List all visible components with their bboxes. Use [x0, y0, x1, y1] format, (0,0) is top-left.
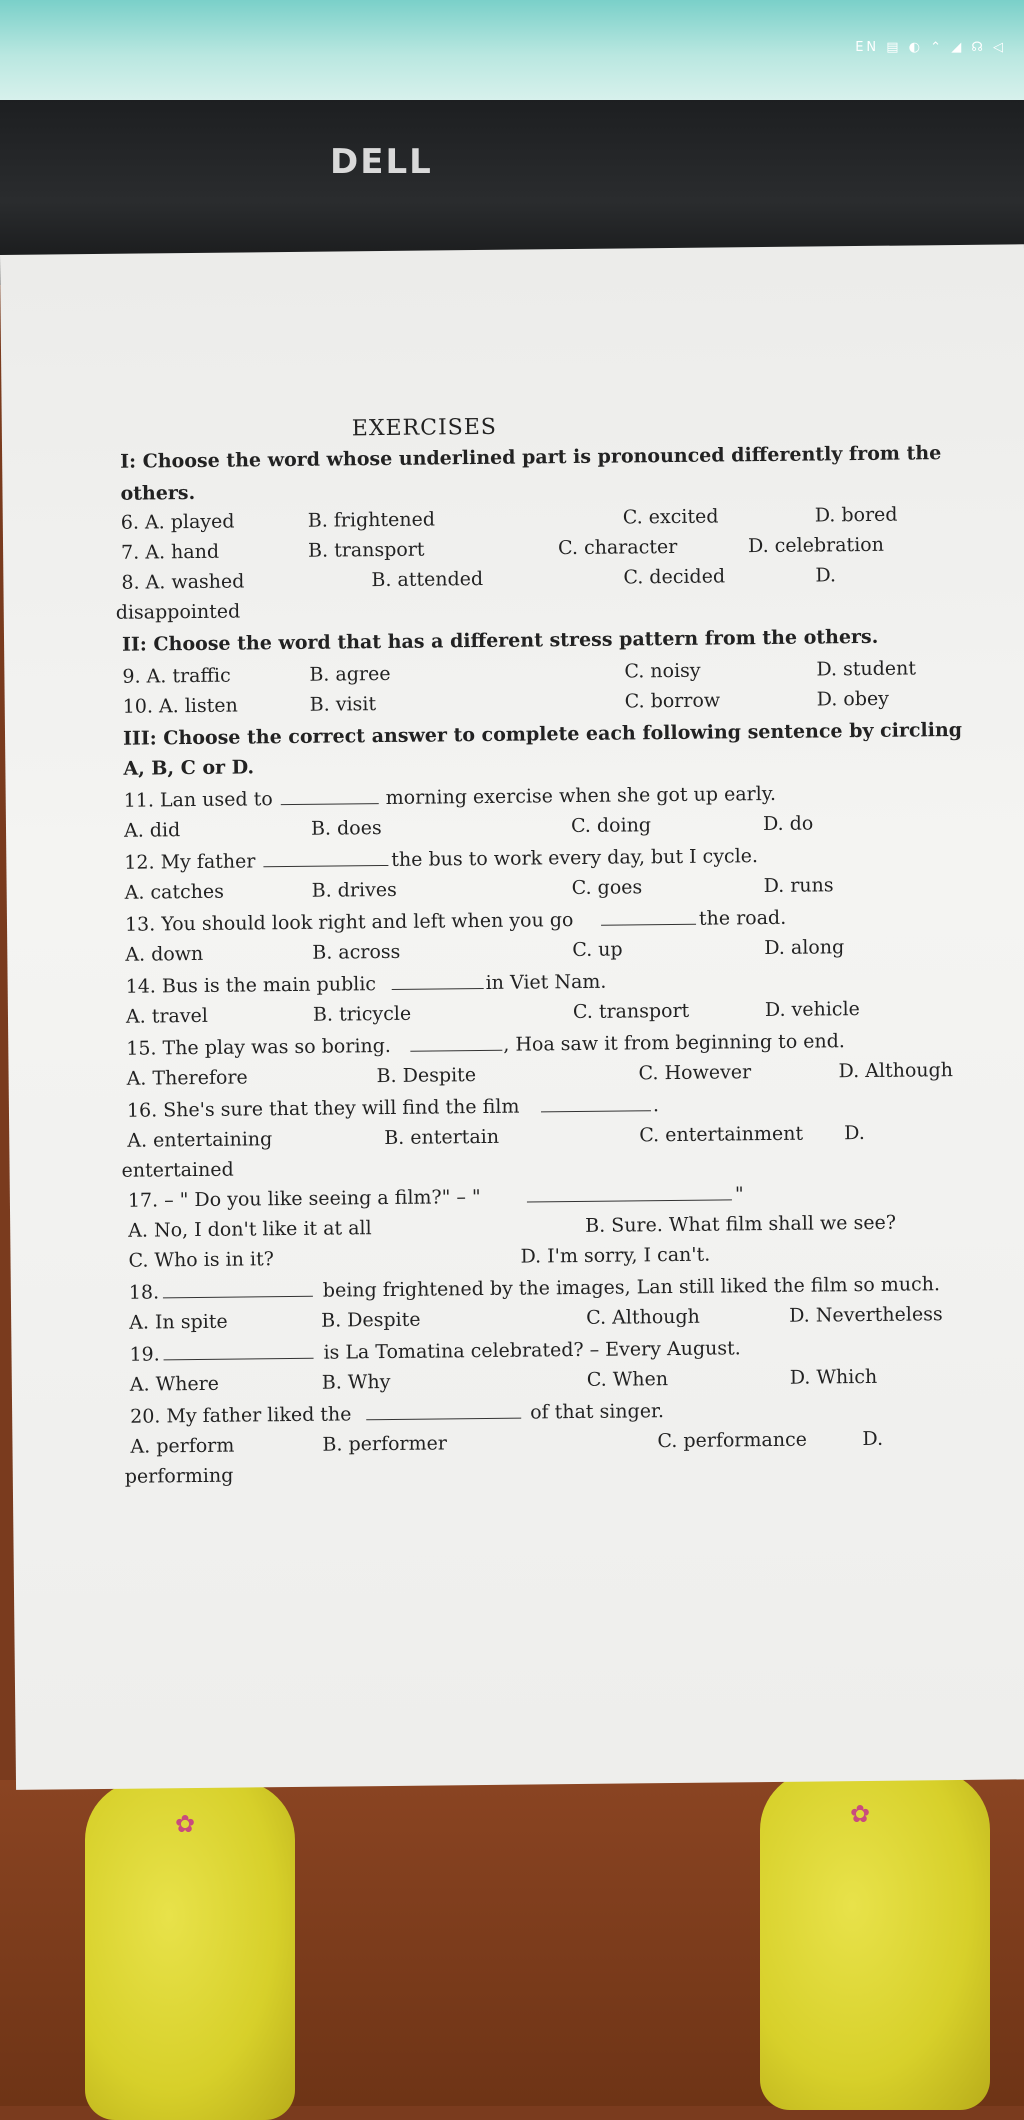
left-shoe [85, 1780, 295, 2120]
answer-blank [261, 849, 390, 872]
question-9: 9. A. traffic B. agree C. noisy D. student [122, 657, 917, 688]
shoe-charm-icon: ✿ [850, 1800, 871, 1828]
question-14: 14. Bus is the main public in Viet Nam. [125, 970, 607, 998]
question-7: 7. A. hand B. transport C. character D. celebration [121, 533, 885, 564]
desktop-taskbar [0, 0, 1024, 100]
question-16-options: A. entertaining B. entertain C. entertainment D. [127, 1121, 865, 1152]
answer-blank [408, 1034, 504, 1057]
question-17-options-ab: A. No, I don't like it at all B. Sure. What film shall we see? [128, 1211, 897, 1242]
section2-heading: II: Choose the word that has a different stress pattern from the others. [121, 625, 879, 656]
worksheet-paper [0, 244, 1024, 1790]
question-15: 15. The play was so boring. , Hoa saw it from beginning to end. [126, 1030, 846, 1060]
question-15-options: A. Therefore B. Despite C. However D. Although [126, 1059, 954, 1090]
question-17-options-cd: C. Who is in it? D. I'm sorry, I can't. [128, 1243, 711, 1272]
dell-logo: DELL [330, 142, 433, 182]
answer-blank [161, 1342, 315, 1366]
answer-blank [390, 972, 486, 995]
system-tray: EN ▤ ◐ ⌃ ◢ ☊ ◁ [855, 40, 1006, 55]
question-19: 19. is La Tomatina celebrated? – Every August. [129, 1337, 741, 1366]
question-8: 8. A. washed B. attended C. decided D. [121, 564, 837, 594]
question-13-options: A. down B. across C. up D. along [125, 936, 845, 966]
question-17: 17. – " Do you like seeing a film?" – " " [127, 1183, 744, 1212]
question-12-options: A. catches B. drives C. goes D. runs [124, 874, 834, 904]
answer-blank [539, 1094, 653, 1117]
answer-blank [161, 1280, 315, 1304]
question-18-options: A. In spite B. Despite C. Although D. Nevertheless [129, 1303, 943, 1334]
question-16: 16. She's sure that they will find the film . [126, 1094, 660, 1122]
answer-blank [525, 1183, 734, 1207]
right-shoe [760, 1770, 990, 2110]
question-8-wrap: disappointed [115, 600, 241, 624]
section3-heading: III: Choose the correct answer to complete each following sentence by circling [122, 718, 963, 750]
question-20-wrap: performing [124, 1464, 234, 1488]
answer-blank [364, 1402, 523, 1426]
question-10: 10. A. listen B. visit C. borrow D. obey [122, 687, 890, 718]
answer-blank [279, 787, 381, 810]
question-16-wrap: entertained [121, 1158, 234, 1182]
shoe-charm-icon: ✿ [175, 1810, 196, 1838]
worksheet-title: EXERCISES [351, 414, 498, 442]
question-11: 11. Lan used to morning exercise when she got up early. [123, 782, 777, 812]
question-13: 13. You should look right and left when you go the road. [124, 906, 787, 936]
question-18: 18. being frightened by the images, Lan still liked the film so much. [128, 1273, 941, 1304]
answer-blank [599, 908, 698, 931]
section1-heading-wrap: others. [120, 481, 196, 505]
question-20: 20. My father liked the of that singer. [130, 1400, 665, 1428]
section3-heading-wrap: A, B, C or D. [123, 756, 255, 780]
section1-heading: I: Choose the word whose underlined part is pronounced differently from the [120, 442, 942, 473]
question-6: 6. A. played B. frightened C. excited D. bored [120, 503, 898, 534]
question-11-options: A. did B. does C. doing D. do [123, 812, 814, 842]
question-12: 12. My father the bus to work every day, but I cycle. [124, 845, 759, 874]
question-19-options: A. Where B. Why C. When D. Which [129, 1365, 878, 1396]
question-14-options: A. travel B. tricycle C. transport D. vehicle [125, 998, 860, 1028]
question-20-options: A. perform B. performer C. performance D. [130, 1427, 884, 1458]
